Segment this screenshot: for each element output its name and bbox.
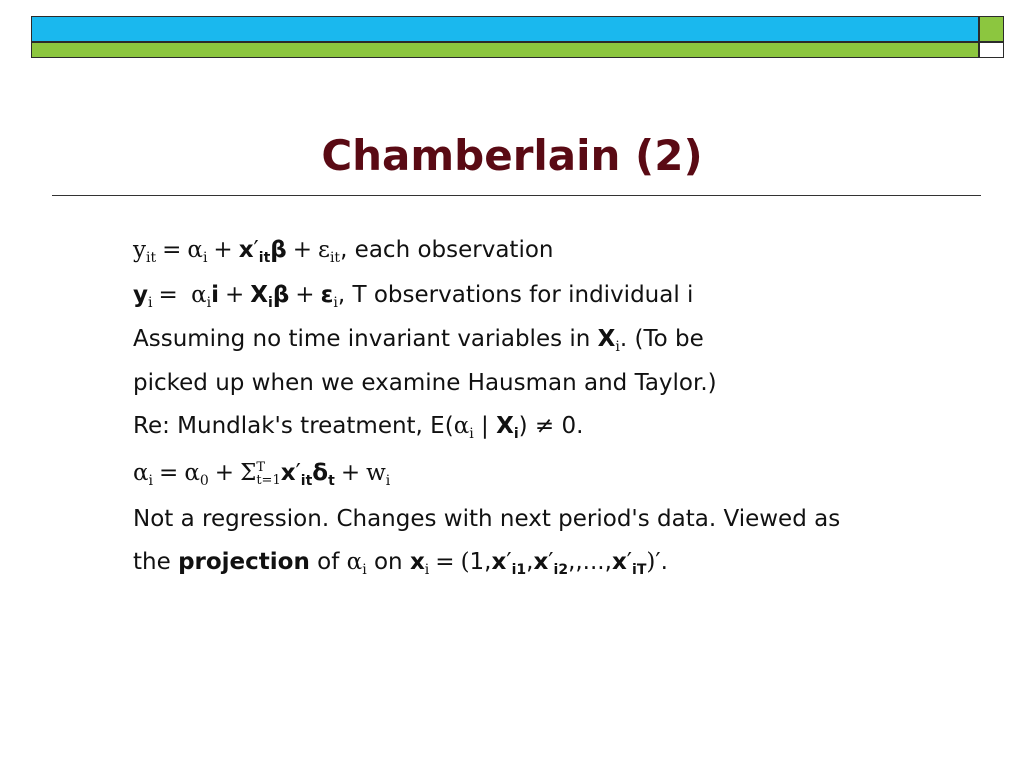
eq1-formula: $y_{it} = \alpha_i$ + <box>133 237 233 266</box>
equation-line-2 <box>133 280 693 310</box>
eq1-x: $x'_{it}\beta$ <box>238 237 287 266</box>
text-line-8: the projection of $\alpha_i$ on $x_i = (1,x'_{i1},x'_{i2},,...,x'_{iT})'$. <box>133 549 668 578</box>
line3-tail: . (To be <box>619 326 704 352</box>
projection-term: projection <box>178 549 310 575</box>
header-square-bottom <box>979 42 1004 58</box>
header-bar-top <box>31 16 979 42</box>
text-line-7: Not a regression. Changes with next period's data. Viewed as <box>133 506 841 532</box>
header-bar-bottom <box>31 42 979 58</box>
text-line-5: Re: Mundlak's treatment, $E(\alpha_i$ | $X_i) \ne 0$. <box>133 413 584 442</box>
equation-line-6: $\alpha_i = \alpha_0 + \Sigma$ T t=1 $x'_{it}\delta_t + w_i$ <box>133 459 391 489</box>
eq2-text: , T observations for individual i <box>337 282 694 308</box>
equation-line-1: $y_{it} = \alpha_i + x'_{it}\beta + \varepsilon_{it}$, each observation <box>133 237 554 266</box>
header-square-top <box>979 16 1004 42</box>
sum-limits: T t=1 <box>256 459 281 488</box>
line5-tail: ) ≠ 0. <box>518 413 584 439</box>
line3-text: Assuming no time invariant variables in <box>133 326 598 352</box>
line8-the: the <box>133 549 179 575</box>
text-line-3: Assuming no time invariant variables in $X_i$. (To be <box>133 326 704 355</box>
text-line-4: picked up when we examine Hausman and Taylor.) <box>133 370 717 396</box>
line5-text: Re: Mundlak's treatment, E( <box>133 413 454 439</box>
eq1-text: , each observation <box>340 237 554 263</box>
line8-on: on <box>366 549 410 575</box>
slide-title: Chamberlain (2) <box>321 131 703 180</box>
title-divider <box>52 195 981 196</box>
eq2-formula: $y_i = \alpha_ii + X_i\beta + \varepsilon_i$ <box>133 282 338 311</box>
line8-of: of <box>309 549 347 575</box>
